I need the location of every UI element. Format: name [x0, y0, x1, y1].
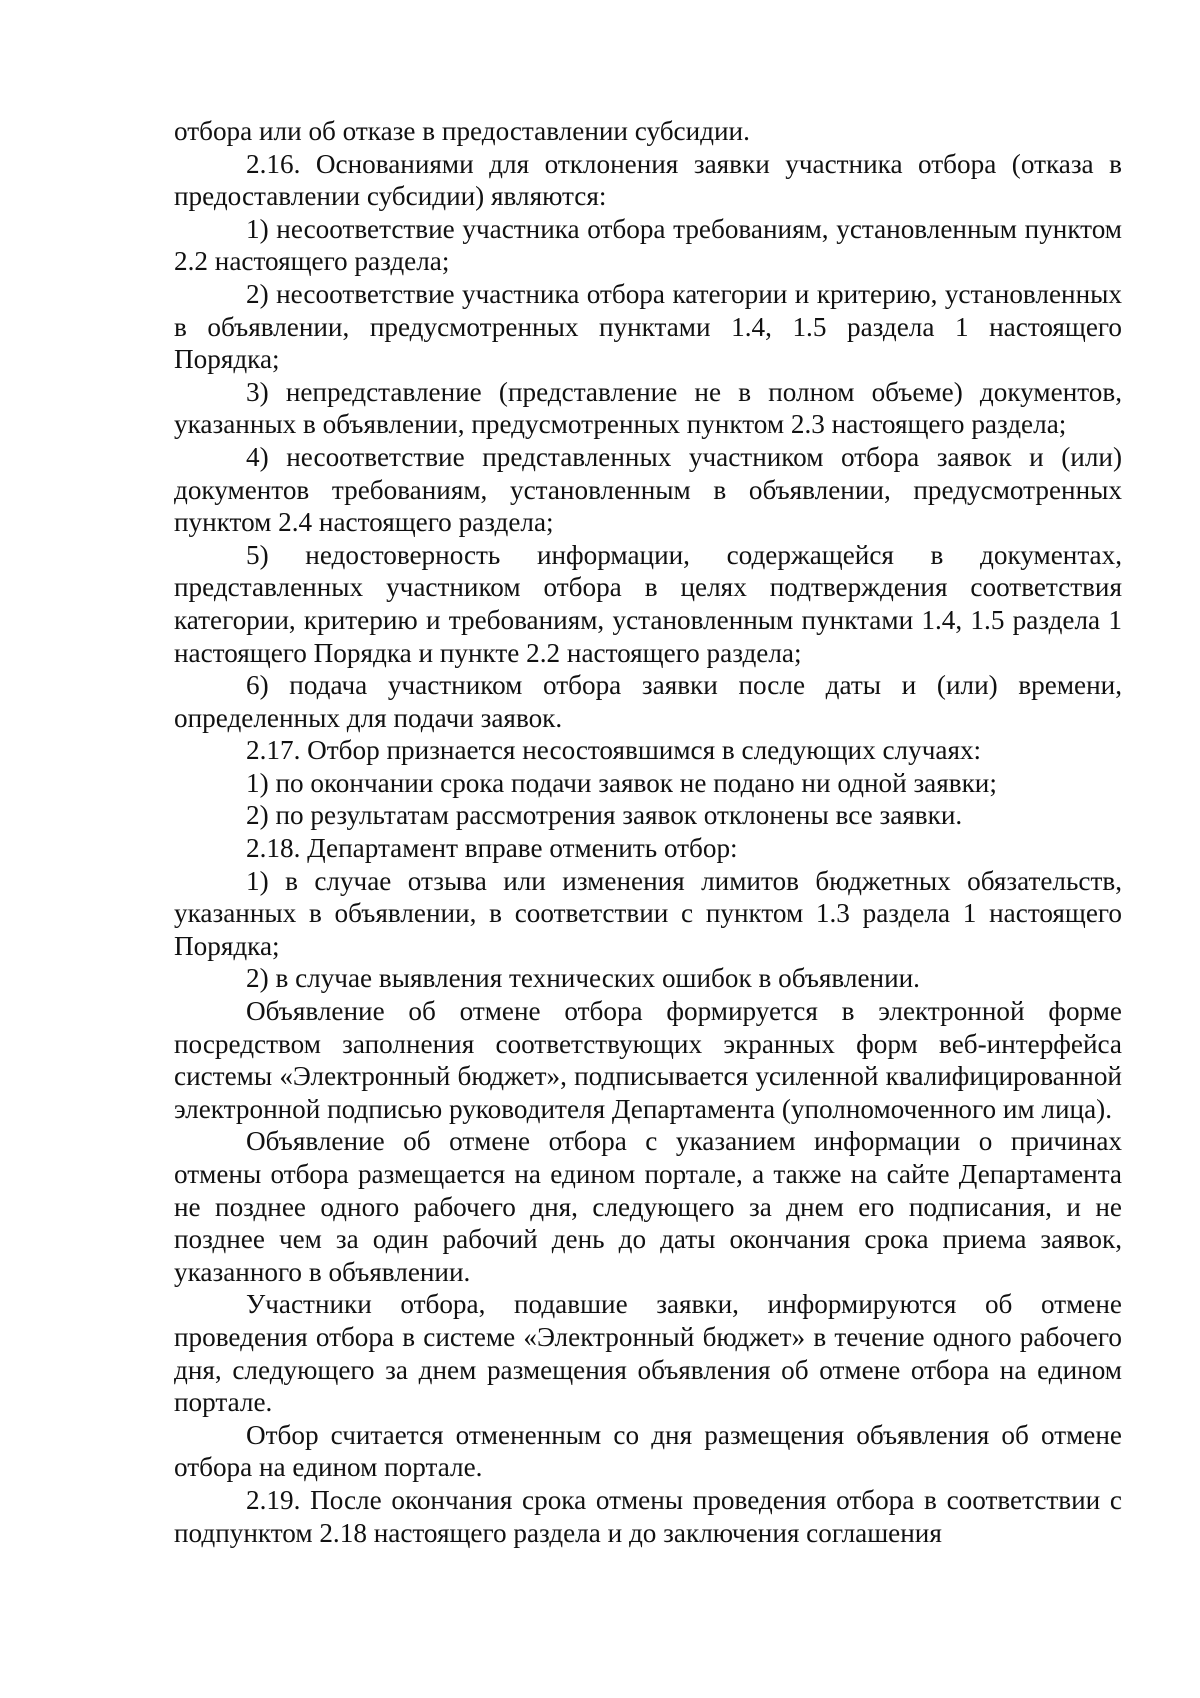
paragraph-cancellation-publication: Объявление об отмене отбора с указанием информации о причинах отмены отбора размещается на едином портале, а также на сайте Департамента не позднее одного рабочего дня, следующего за днем его подписания, и не позднее чем за один рабочий день до даты окончания срока приема заявок, указанного в объявлении.: [174, 1126, 1122, 1287]
document-body: [174, 115, 1122, 1549]
paragraph-2-16-item-3: 3) непредставление (представление не в полном объеме) документов, указанных в объявлении, предусмотренных пунктом 2.3 настоящего раздела;: [174, 376, 1122, 440]
paragraph-2-19: 2.19. После окончания срока отмены проведения отбора в соответствии с подпунктом 2.18 настоящего раздела и до заключения соглашения: [174, 1484, 1122, 1548]
paragraph-cancellation-announcement: Объявление об отмене отбора формируется в электронной форме посредством заполнения соответствующих экранных форм веб-интерфейса системы «Электронный бюджет», подписывается усиленной квалифицированной электронной подписью руководителя Департамента (уполномоченного им лица).: [174, 996, 1122, 1124]
paragraph-2-18-item-2: 2) в случае выявления технических ошибок в объявлении.: [246, 963, 920, 994]
paragraph-2-17-item-1: 1) по окончании срока подачи заявок не подано ни одной заявки;: [246, 767, 997, 798]
paragraph-2-16: 2.16. Основаниями для отклонения заявки участника отбора (отказа в предоставлении субсидии) являются:: [174, 148, 1122, 212]
paragraph-participants-notification: Участники отбора, подавшие заявки, информируются об отмене проведения отбора в системе «Электронный бюджет» в течение одного рабочего дня, следующего за днем размещения объявления об отмене отбора на едином портале.: [174, 1289, 1122, 1418]
paragraph-cancellation-effective: Отбор считается отмененным со дня размещения объявления об отмене отбора на едином портале.: [174, 1419, 1122, 1483]
paragraph-2-18-item-1: 1) в случае отзыва или изменения лимитов бюджетных обязательств, указанных в объявлении, в соответствии с пунктом 1.3 раздела 1 настоящего Порядка;: [174, 865, 1122, 961]
paragraph-2-16-item-2: 2) несоответствие участника отбора категории и критерию, установленных в объявлении, предусмотренных пунктами 1.4, 1.5 раздела 1 настоящего Порядка;: [174, 278, 1122, 375]
paragraph-2-16-item-4: 4) несоответствие представленных участником отбора заявок и (или) документов требованиям, установленным в объявлении, предусмотренных пунктом 2.4 настоящего раздела;: [174, 441, 1122, 538]
paragraph-2-17: 2.17. Отбор признается несостоявшимся в следующих случаях:: [246, 735, 982, 766]
paragraph-2-18: 2.18. Департамент вправе отменить отбор:: [246, 833, 738, 864]
paragraph-2-16-item-1: 1) несоответствие участника отбора требованиям, установленным пунктом 2.2 настоящего раздела;: [174, 213, 1122, 277]
paragraph-continuation: отбора или об отказе в предоставлении субсидии.: [174, 116, 750, 146]
paragraph-2-16-item-6: 6) подача участником отбора заявки после даты и (или) времени, определенных для подачи заявок.: [174, 670, 1122, 733]
paragraph-2-17-item-2: 2) по результатам рассмотрения заявок отклонены все заявки.: [246, 800, 963, 831]
paragraph-2-16-item-5: 5) недостоверность информации, содержащейся в документах, представленных участником отбора в целях подтверждения соответствия категории, критерию и требованиям, установленным пунктами 1.4, 1.5 раздела 1 настоящего Порядка и пункте 2.2 настоящего раздела;: [174, 539, 1122, 668]
